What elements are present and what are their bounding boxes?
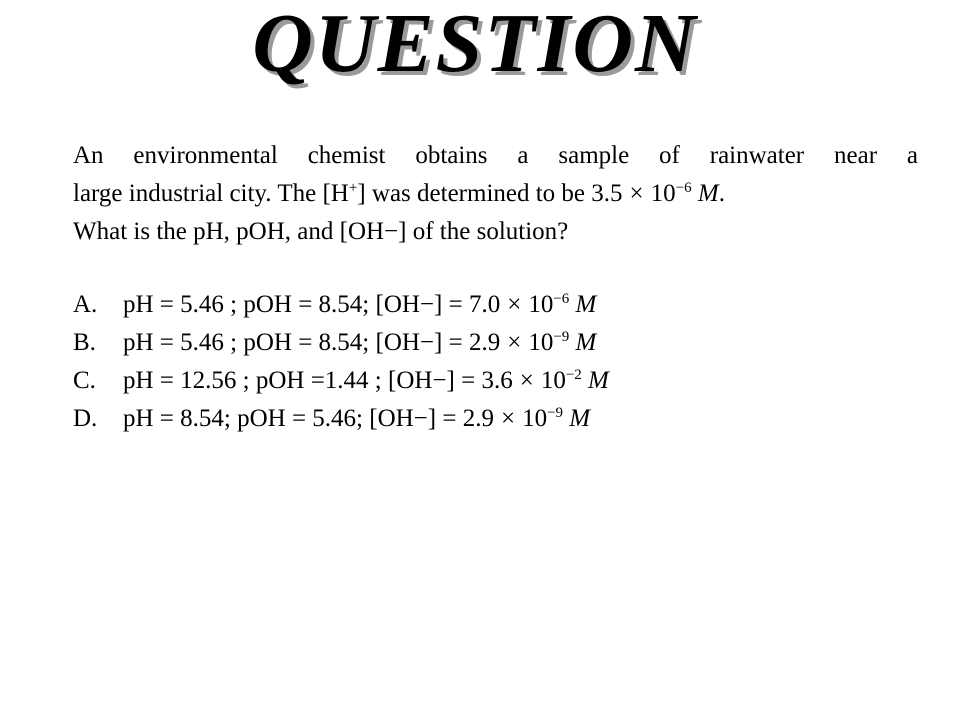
answer-options (73, 286, 933, 438)
option-text: pH = 5.46 ; pOH = 8.54; [OH−] = 2.9 (123, 329, 501, 356)
question-line-1: An environmental chemist obtains a sample of rainwater near a (73, 142, 918, 169)
power-base: 10 (528, 329, 554, 356)
times-symbol: × (519, 367, 534, 394)
question-line-2-start: large industrial city. The [H (73, 180, 349, 207)
question-line-2-end: . (718, 180, 725, 207)
power-exponent: −2 (565, 367, 582, 383)
answer-option-b[interactable] (73, 324, 933, 362)
molarity-unit: M (697, 180, 719, 207)
times-symbol: × (629, 180, 644, 207)
molarity-unit: M (575, 329, 597, 356)
molarity-unit: M (569, 405, 591, 432)
power-base: 10 (540, 367, 566, 394)
answer-option-c[interactable] (73, 362, 933, 400)
option-text: pH = 5.46 ; pOH = 8.54; [OH−] = 7.0 (123, 291, 501, 318)
power-exponent: −9 (547, 405, 564, 421)
power-exponent: −6 (675, 180, 692, 196)
option-letter: B. (73, 329, 96, 356)
question-line-2-mid: ] was determined to be 3.5 (357, 180, 623, 207)
hydrogen-charge: + (348, 180, 358, 196)
answer-option-d[interactable] (73, 400, 933, 438)
power-base: 10 (522, 405, 548, 432)
times-symbol: × (500, 405, 516, 432)
times-symbol: × (507, 329, 522, 356)
slide-title: QUESTION (252, 0, 698, 90)
times-symbol: × (507, 291, 522, 318)
option-letter: A. (73, 291, 98, 318)
option-text: pH = 8.54; pOH = 5.46; [OH−] = 2.9 (123, 405, 494, 432)
power-base: 10 (528, 291, 554, 318)
molarity-unit: M (588, 367, 609, 394)
power-exponent: −6 (553, 291, 570, 307)
option-letter: C. (73, 367, 96, 394)
power-base: 10 (650, 180, 676, 207)
answer-option-a[interactable] (73, 286, 933, 324)
power-exponent: −9 (553, 329, 570, 345)
question-line-3: What is the pH, pOH, and [OH−] of the solution? (73, 218, 569, 245)
question-line-2 (73, 175, 933, 213)
option-letter: D. (73, 405, 98, 432)
question-text (73, 137, 933, 251)
molarity-unit: M (575, 291, 597, 318)
option-text: pH = 12.56 ; pOH =1.44 ; [OH−] = 3.6 (123, 367, 513, 394)
